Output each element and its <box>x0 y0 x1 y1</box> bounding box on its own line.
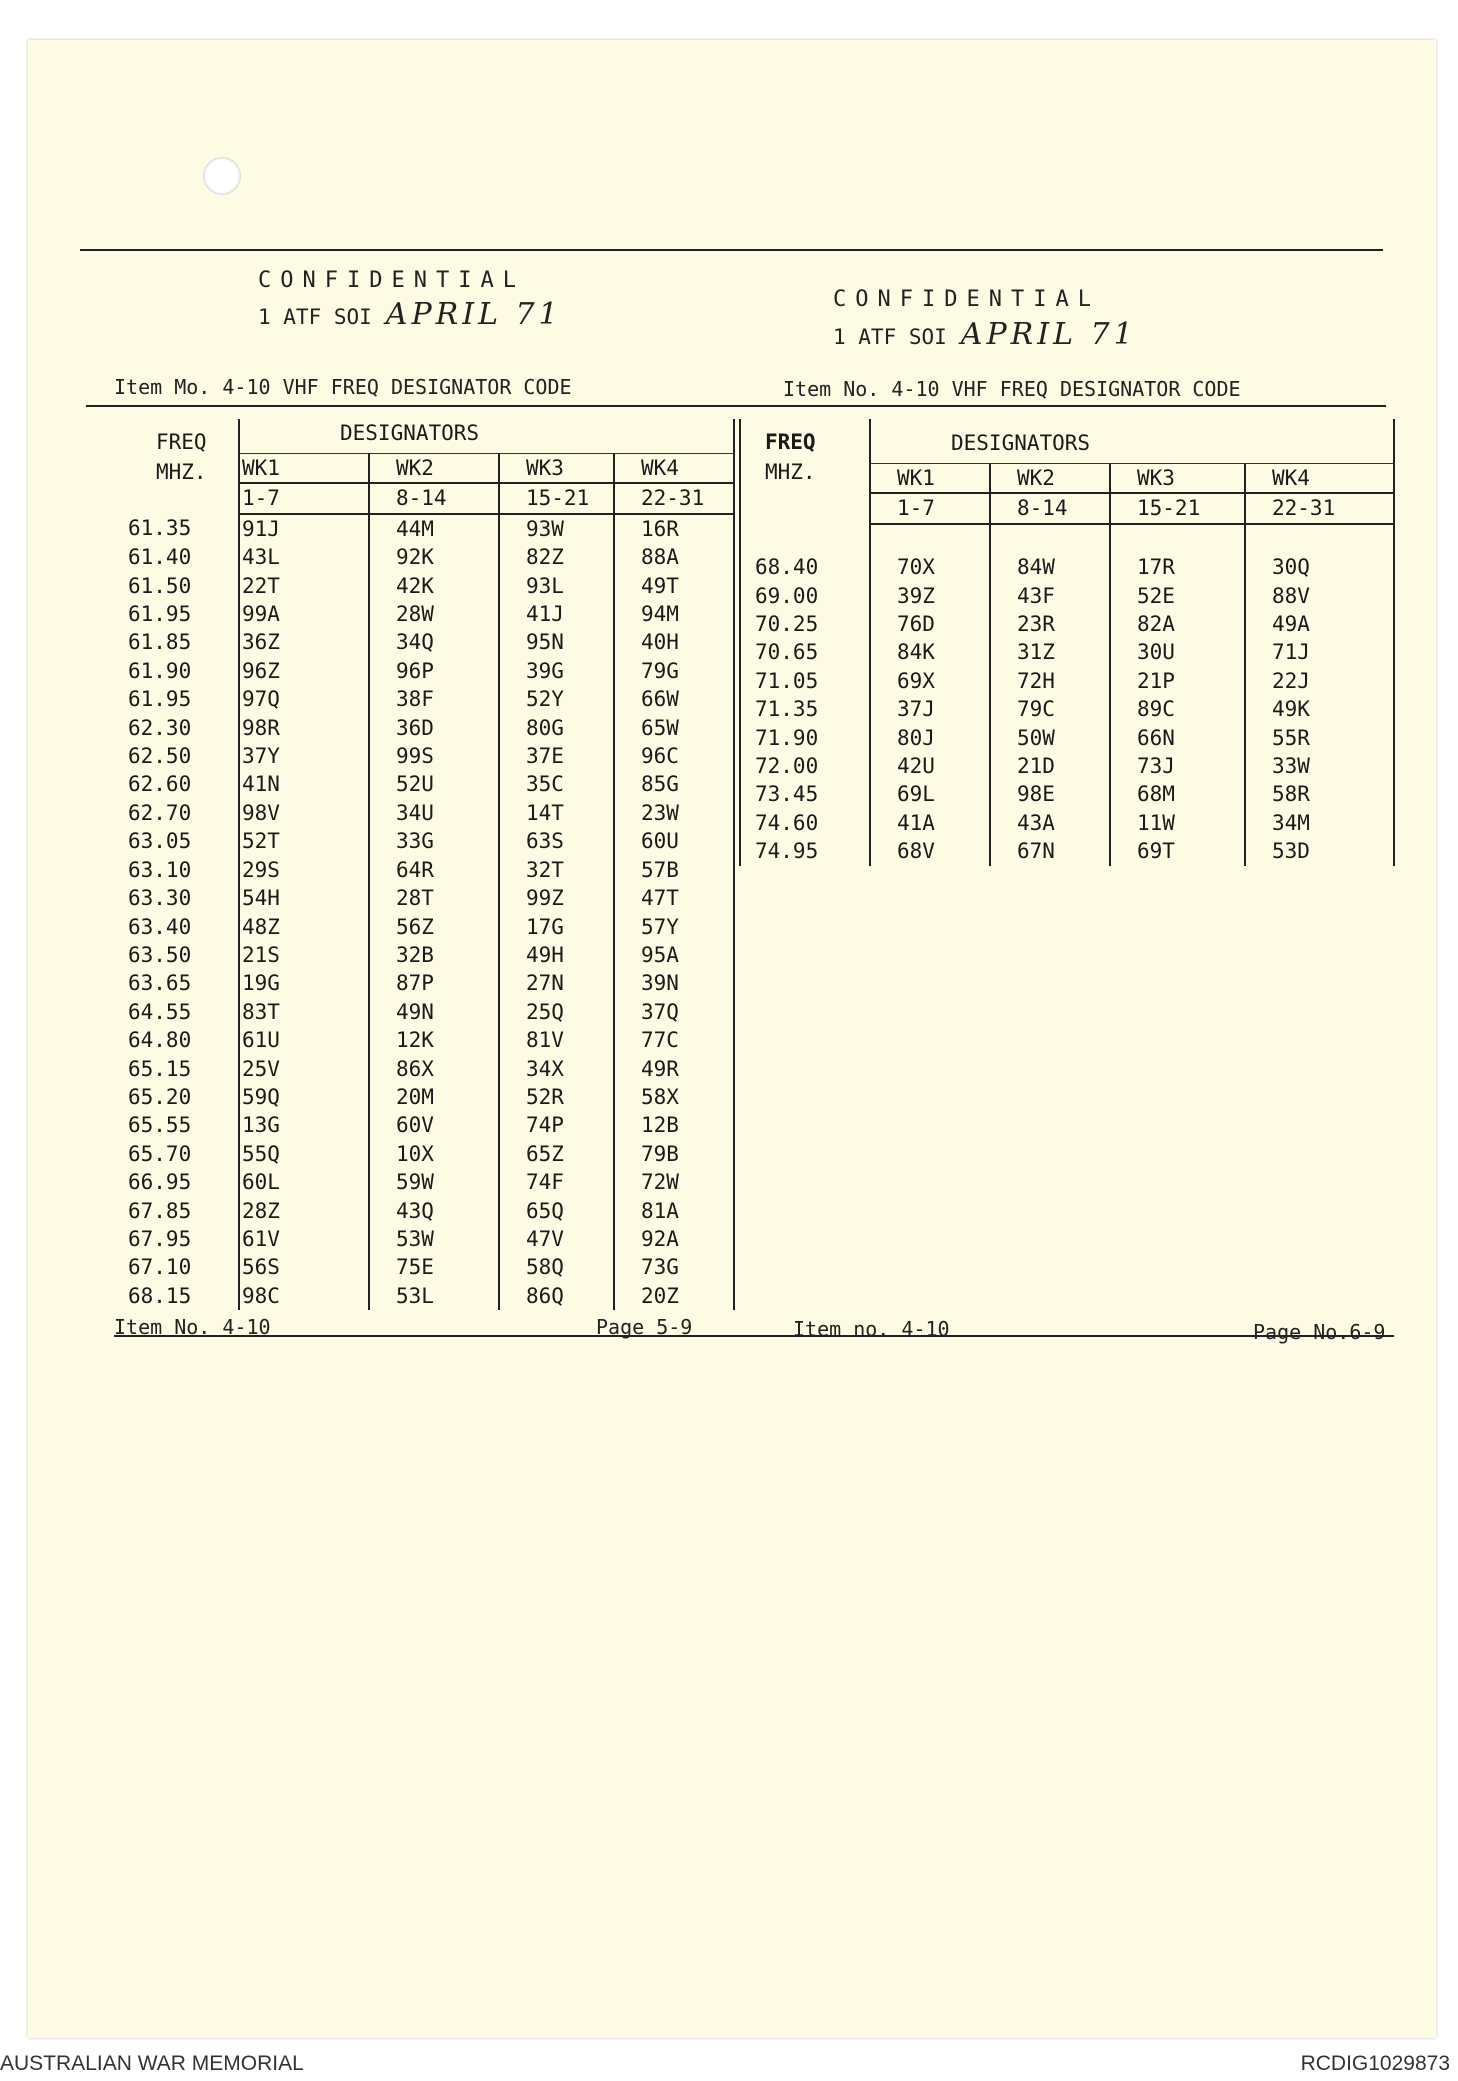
designator-cell: 34Q <box>369 628 499 656</box>
table-row <box>114 827 734 855</box>
designator-cell: 12K <box>369 1026 499 1054</box>
table-row <box>740 752 1394 780</box>
table-row <box>114 1111 734 1139</box>
designator-cell: 55Q <box>242 1141 280 1166</box>
range-header: 1-7 <box>239 483 369 513</box>
designator-cell: 93W <box>499 514 614 543</box>
designator-cell: 64R <box>369 856 499 884</box>
soi-text: 1 ATF SOI <box>833 325 947 349</box>
designator-cell: 92K <box>369 543 499 571</box>
designator-cell: 33G <box>369 827 499 855</box>
designator-cell: 54H <box>242 886 280 911</box>
left-panel <box>68 205 738 1345</box>
designator-cell: 52E <box>1110 582 1245 610</box>
freq-cell: 71.35 <box>740 695 870 723</box>
freq-cell: 62.70 <box>114 799 239 827</box>
designator-cell: 96Z <box>242 658 280 683</box>
designator-cell: 22T <box>242 573 280 598</box>
week-header: WK4 <box>614 454 734 484</box>
designator-cell: 98V <box>242 800 280 825</box>
footer-item: Item No. 4-10 <box>114 1315 271 1339</box>
freq-cell: 65.20 <box>114 1083 239 1111</box>
designator-cell: 63S <box>499 827 614 855</box>
table-row <box>114 856 734 884</box>
designator-cell: 95N <box>499 628 614 656</box>
designator-cell: 69T <box>1110 837 1245 865</box>
designator-cell: 99S <box>369 742 499 770</box>
designator-cell: 14T <box>499 799 614 827</box>
range-header: 8-14 <box>369 483 499 513</box>
footer-page: Page No.6-9 <box>1253 1320 1386 1344</box>
designator-cell: 52T <box>242 829 280 854</box>
designator-cell: 82Z <box>499 543 614 571</box>
designator-cell: 29S <box>242 857 280 882</box>
designator-cell: 25V <box>242 1056 280 1081</box>
designator-cell: 30U <box>1110 638 1245 666</box>
designator-cell: 25Q <box>499 998 614 1026</box>
week-header: WK2 <box>369 454 499 484</box>
designators-header: DESIGNATORS <box>239 419 734 454</box>
table-row <box>114 600 734 628</box>
footer-page: Page 5-9 <box>596 1315 693 1339</box>
designator-cell: 37J <box>897 697 935 722</box>
designator-cell: 49H <box>499 941 614 969</box>
designators-header: DESIGNATORS <box>870 419 1394 464</box>
designator-cell: 86Q <box>499 1282 614 1310</box>
freq-cell: 61.85 <box>114 628 239 656</box>
designator-cell: 73G <box>614 1253 734 1281</box>
range-header: 1-7 <box>870 493 990 523</box>
designator-cell: 59W <box>369 1168 499 1196</box>
designator-cell: 22J <box>1245 667 1394 695</box>
designator-cell: 31Z <box>990 638 1110 666</box>
freq-cell: 64.55 <box>114 998 239 1026</box>
designator-table <box>739 419 1395 866</box>
designator-cell: 36Z <box>242 630 280 655</box>
designator-cell: 52U <box>369 770 499 798</box>
designator-cell: 39N <box>614 969 734 997</box>
freq-cell: 74.60 <box>740 809 870 837</box>
spacer-cell <box>1110 524 1245 553</box>
designator-cell: 38F <box>369 685 499 713</box>
designator-cell: 72W <box>614 1168 734 1196</box>
table-row <box>114 799 734 827</box>
designator-cell: 28Z <box>242 1198 280 1223</box>
freq-cell: 67.85 <box>114 1197 239 1225</box>
designator-cell: 95A <box>614 941 734 969</box>
designator-cell: 80G <box>499 714 614 742</box>
designator-cell: 17R <box>1110 553 1245 581</box>
spacer-cell <box>870 524 990 553</box>
table-row <box>114 969 734 997</box>
designator-cell: 82A <box>1110 610 1245 638</box>
designator-cell: 49N <box>369 998 499 1026</box>
mhz-label: MHZ. <box>765 460 816 484</box>
designator-cell: 52Y <box>499 685 614 713</box>
designator-cell: 59Q <box>242 1084 280 1109</box>
designator-cell: 72H <box>990 667 1110 695</box>
designator-table <box>114 419 735 1310</box>
table-row <box>114 1253 734 1281</box>
designator-cell: 65Q <box>499 1197 614 1225</box>
range-header: 8-14 <box>990 493 1110 523</box>
designator-cell: 20M <box>369 1083 499 1111</box>
freq-cell: 65.70 <box>114 1140 239 1168</box>
freq-cell: 62.60 <box>114 770 239 798</box>
table-row <box>114 628 734 656</box>
freq-cell: 61.90 <box>114 657 239 685</box>
freq-cell: 72.00 <box>740 752 870 780</box>
designator-cell: 87P <box>369 969 499 997</box>
designator-cell: 37Y <box>242 744 280 769</box>
designator-cell: 73J <box>1110 752 1245 780</box>
designator-cell: 33W <box>1245 752 1394 780</box>
designator-cell: 79G <box>614 657 734 685</box>
designator-cell: 35C <box>499 770 614 798</box>
table-row <box>114 1140 734 1168</box>
table-row <box>114 941 734 969</box>
freq-cell: 71.90 <box>740 724 870 752</box>
designator-cell: 10X <box>369 1140 499 1168</box>
table-row <box>114 1055 734 1083</box>
designator-cell: 66W <box>614 685 734 713</box>
designator-cell: 41J <box>499 600 614 628</box>
designator-cell: 97Q <box>242 687 280 712</box>
table-row <box>114 1282 734 1310</box>
designator-cell: 50W <box>990 724 1110 752</box>
table-row <box>740 667 1394 695</box>
designator-cell: 49R <box>614 1055 734 1083</box>
designator-cell: 81V <box>499 1026 614 1054</box>
designator-cell: 55R <box>1245 724 1394 752</box>
designator-cell: 27N <box>499 969 614 997</box>
designator-cell: 93L <box>499 572 614 600</box>
table-body <box>740 524 1394 866</box>
designator-cell: 13G <box>242 1113 280 1138</box>
designator-cell: 32B <box>369 941 499 969</box>
designator-cell: 84K <box>897 640 935 665</box>
table-row <box>114 884 734 912</box>
freq-cell: 63.50 <box>114 941 239 969</box>
table-row <box>114 770 734 798</box>
designator-cell: 66N <box>1110 724 1245 752</box>
archive-id: RCDIG1029873 <box>1300 2052 1450 2075</box>
range-header: 22-31 <box>1245 493 1394 523</box>
designator-cell: 65Z <box>499 1140 614 1168</box>
freq-cell: 63.05 <box>114 827 239 855</box>
designator-cell: 56S <box>242 1255 280 1280</box>
designator-cell: 43L <box>242 545 280 570</box>
table-row <box>740 724 1394 752</box>
soi-label <box>258 297 562 332</box>
table-row <box>114 685 734 713</box>
table-row <box>740 553 1394 581</box>
designator-cell: 28W <box>369 600 499 628</box>
range-header: 22-31 <box>614 483 734 513</box>
designator-cell: 60V <box>369 1111 499 1139</box>
right-panel <box>733 205 1398 1345</box>
table-row <box>114 1026 734 1054</box>
designator-cell: 67N <box>990 837 1110 865</box>
table-row <box>114 742 734 770</box>
designator-cell: 60L <box>242 1170 280 1195</box>
designator-cell: 92A <box>614 1225 734 1253</box>
designator-cell: 74P <box>499 1111 614 1139</box>
table-row <box>114 572 734 600</box>
freq-header <box>114 419 239 514</box>
designator-cell: 79B <box>614 1140 734 1168</box>
designator-cell: 80J <box>897 725 935 750</box>
designator-cell: 21S <box>242 942 280 967</box>
designator-cell: 42U <box>897 754 935 779</box>
designator-cell: 16R <box>614 514 734 543</box>
table-row <box>740 638 1394 666</box>
designator-cell: 77C <box>614 1026 734 1054</box>
handwritten-date: APRIL 71 <box>385 297 562 332</box>
confidential-marking: CONFIDENTIAL <box>833 287 1100 312</box>
designator-cell: 49T <box>614 572 734 600</box>
designator-cell: 34U <box>369 799 499 827</box>
item-line: Item No. 4-10 VHF FREQ DESIGNATOR CODE <box>783 377 1241 401</box>
designator-cell: 20Z <box>614 1282 734 1310</box>
designator-cell: 23R <box>990 610 1110 638</box>
table-row <box>114 657 734 685</box>
designator-cell: 47T <box>614 884 734 912</box>
designator-cell: 75E <box>369 1253 499 1281</box>
archive-caption: AUSTRALIAN WAR MEMORIAL <box>0 2052 304 2075</box>
designator-cell: 99Z <box>499 884 614 912</box>
designator-cell: 68M <box>1110 780 1245 808</box>
freq-cell: 73.45 <box>740 780 870 808</box>
freq-cell: 61.50 <box>114 572 239 600</box>
footer-item: Item no. 4-10 <box>793 1317 950 1341</box>
designator-cell: 83T <box>242 999 280 1024</box>
designator-cell: 48Z <box>242 914 280 939</box>
soi-sheet <box>68 205 1398 1345</box>
designator-cell: 58R <box>1245 780 1394 808</box>
table-row <box>740 695 1394 723</box>
table-row <box>740 837 1394 865</box>
designator-cell: 41A <box>897 810 935 835</box>
designator-cell: 34M <box>1245 809 1394 837</box>
handwritten-date: APRIL 71 <box>960 317 1137 352</box>
designator-cell: 23W <box>614 799 734 827</box>
designator-cell: 85G <box>614 770 734 798</box>
designator-cell: 19G <box>242 971 280 996</box>
freq-label: FREQ <box>765 430 816 454</box>
table-row <box>740 610 1394 638</box>
designator-cell: 88V <box>1245 582 1394 610</box>
designator-cell: 65W <box>614 714 734 742</box>
designator-cell: 58Q <box>499 1253 614 1281</box>
designator-cell: 60U <box>614 827 734 855</box>
freq-cell: 63.40 <box>114 913 239 941</box>
designator-cell: 58X <box>614 1083 734 1111</box>
freq-cell: 70.65 <box>740 638 870 666</box>
designator-cell: 37Q <box>614 998 734 1026</box>
designator-cell: 99A <box>242 602 280 627</box>
freq-cell: 70.25 <box>740 610 870 638</box>
freq-cell: 61.95 <box>114 685 239 713</box>
designator-cell: 88A <box>614 543 734 571</box>
week-header: WK3 <box>499 454 614 484</box>
spacer-cell <box>990 524 1110 553</box>
week-header: WK1 <box>870 464 990 494</box>
designator-cell: 52R <box>499 1083 614 1111</box>
table-row <box>740 582 1394 610</box>
freq-cell: 68.15 <box>114 1282 239 1310</box>
designator-cell: 81A <box>614 1197 734 1225</box>
item-line: Item Mo. 4-10 VHF FREQ DESIGNATOR CODE <box>114 375 572 399</box>
spacer-cell <box>740 524 870 553</box>
designator-cell: 36D <box>369 714 499 742</box>
freq-cell: 64.80 <box>114 1026 239 1054</box>
designator-cell: 53D <box>1245 837 1394 865</box>
designator-cell: 94M <box>614 600 734 628</box>
designator-cell: 74F <box>499 1168 614 1196</box>
designator-cell: 43A <box>990 809 1110 837</box>
confidential-marking: CONFIDENTIAL <box>258 268 525 293</box>
designator-cell: 21P <box>1110 667 1245 695</box>
freq-cell: 62.30 <box>114 714 239 742</box>
freq-cell: 65.55 <box>114 1111 239 1139</box>
document-page <box>28 40 1436 2038</box>
freq-cell: 65.15 <box>114 1055 239 1083</box>
week-header: WK2 <box>990 464 1110 494</box>
designator-cell: 69X <box>897 668 935 693</box>
table-row <box>114 913 734 941</box>
punch-hole <box>203 157 241 195</box>
designator-cell: 49K <box>1245 695 1394 723</box>
designator-cell: 12B <box>614 1111 734 1139</box>
designator-cell: 71J <box>1245 638 1394 666</box>
freq-label: FREQ <box>156 430 207 454</box>
designator-cell: 79C <box>990 695 1110 723</box>
table-row <box>114 1225 734 1253</box>
range-header: 15-21 <box>499 483 614 513</box>
designator-cell: 98R <box>242 715 280 740</box>
designator-cell: 37E <box>499 742 614 770</box>
freq-cell: 61.40 <box>114 543 239 571</box>
designator-cell: 17G <box>499 913 614 941</box>
week-header: WK3 <box>1110 464 1245 494</box>
designator-cell: 30Q <box>1245 553 1394 581</box>
table-row <box>114 1083 734 1111</box>
designator-cell: 44M <box>369 514 499 543</box>
freq-cell: 68.40 <box>740 553 870 581</box>
mhz-label: MHZ. <box>156 460 207 484</box>
table-row <box>114 714 734 742</box>
designator-cell: 53W <box>369 1225 499 1253</box>
freq-cell: 66.95 <box>114 1168 239 1196</box>
designator-cell: 39Z <box>897 583 935 608</box>
soi-text: 1 ATF SOI <box>258 305 372 329</box>
freq-header <box>740 419 870 524</box>
designator-cell: 39G <box>499 657 614 685</box>
table-row <box>740 809 1394 837</box>
designator-cell: 11W <box>1110 809 1245 837</box>
table-row <box>114 514 734 543</box>
designator-cell: 98E <box>990 780 1110 808</box>
designator-cell: 84W <box>990 553 1110 581</box>
soi-label <box>833 317 1137 352</box>
designator-cell: 28T <box>369 884 499 912</box>
designator-cell: 40H <box>614 628 734 656</box>
designator-cell: 41N <box>242 772 280 797</box>
freq-cell: 67.10 <box>114 1253 239 1281</box>
freq-cell: 61.95 <box>114 600 239 628</box>
designator-cell: 34X <box>499 1055 614 1083</box>
designator-cell: 56Z <box>369 913 499 941</box>
designator-cell: 42K <box>369 572 499 600</box>
designator-cell: 43F <box>990 582 1110 610</box>
table-row <box>114 1168 734 1196</box>
freq-cell: 69.00 <box>740 582 870 610</box>
designator-cell: 91J <box>242 516 280 541</box>
freq-cell: 74.95 <box>740 837 870 865</box>
designator-cell: 68V <box>897 839 935 864</box>
designator-cell: 96C <box>614 742 734 770</box>
spacer-row <box>740 524 1394 553</box>
designator-cell: 69L <box>897 782 935 807</box>
freq-cell: 71.05 <box>740 667 870 695</box>
freq-cell: 63.30 <box>114 884 239 912</box>
table-row <box>114 543 734 571</box>
bottom-rule <box>114 1335 1394 1337</box>
designator-cell: 96P <box>369 657 499 685</box>
designator-cell: 98C <box>242 1283 280 1308</box>
designator-cell: 47V <box>499 1225 614 1253</box>
week-header: WK4 <box>1245 464 1394 494</box>
designator-cell: 49A <box>1245 610 1394 638</box>
designator-cell: 86X <box>369 1055 499 1083</box>
table-body <box>114 514 734 1310</box>
designator-cell: 70X <box>897 555 935 580</box>
table-row <box>740 780 1394 808</box>
designator-cell: 53L <box>369 1282 499 1310</box>
freq-cell: 67.95 <box>114 1225 239 1253</box>
spacer-cell <box>1245 524 1394 553</box>
designator-cell: 57Y <box>614 913 734 941</box>
designator-cell: 76D <box>897 612 935 637</box>
designator-cell: 89C <box>1110 695 1245 723</box>
table-row <box>114 998 734 1026</box>
freq-cell: 63.65 <box>114 969 239 997</box>
freq-cell: 62.50 <box>114 742 239 770</box>
designator-cell: 32T <box>499 856 614 884</box>
designator-cell: 43Q <box>369 1197 499 1225</box>
freq-cell: 61.35 <box>114 514 239 543</box>
range-header: 15-21 <box>1110 493 1245 523</box>
designator-cell: 61U <box>242 1028 280 1053</box>
designator-cell: 61V <box>242 1226 280 1251</box>
freq-cell: 63.10 <box>114 856 239 884</box>
week-header: WK1 <box>239 454 369 484</box>
designator-cell: 57B <box>614 856 734 884</box>
table-row <box>114 1197 734 1225</box>
designator-cell: 21D <box>990 752 1110 780</box>
